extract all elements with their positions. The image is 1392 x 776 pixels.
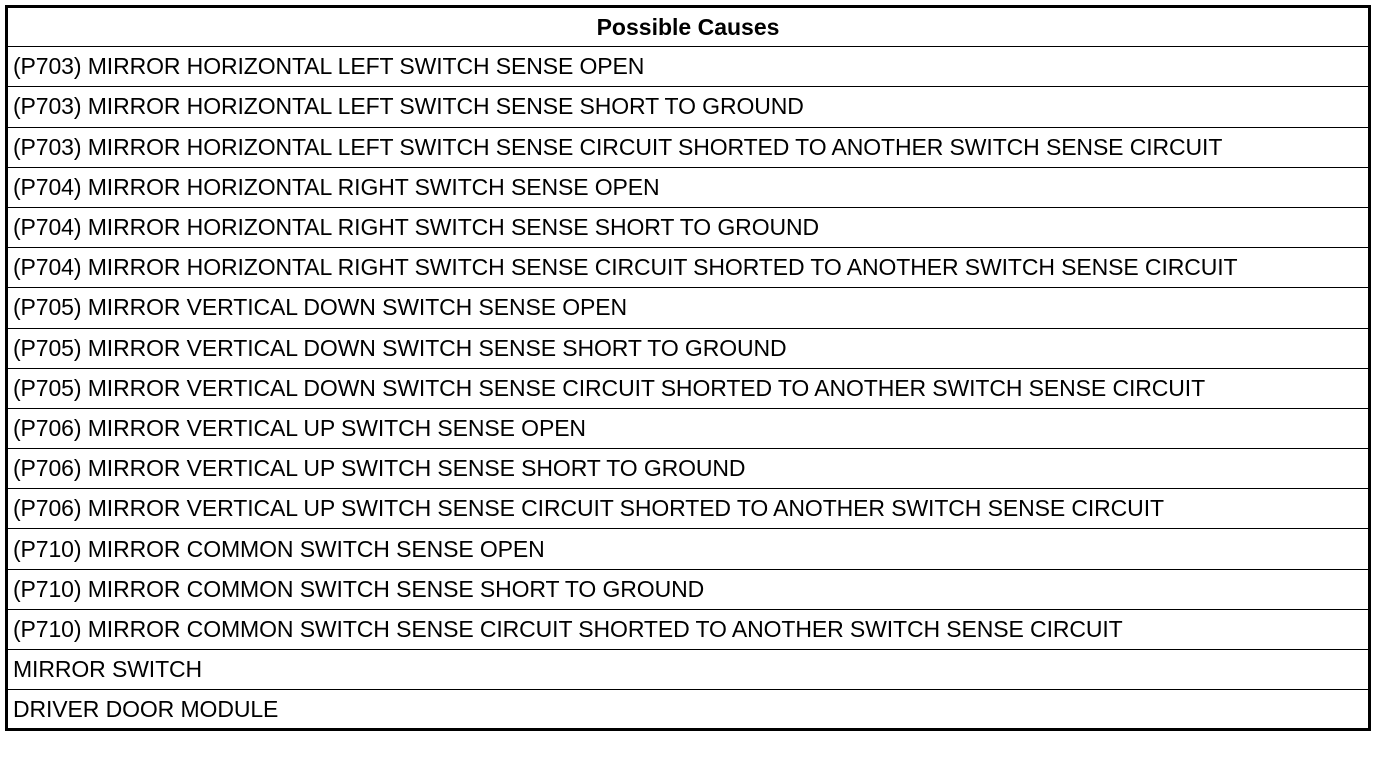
- table-row: [7, 127, 1370, 167]
- cause-cell: (P705) MIRROR VERTICAL DOWN SWITCH SENSE CIRCUIT SHORTED TO ANOTHER SWITCH SENSE CIRCUIT: [7, 368, 1370, 408]
- table-row: [7, 650, 1370, 690]
- table-row: [7, 690, 1370, 730]
- table-row: [7, 569, 1370, 609]
- table-row: [7, 167, 1370, 207]
- cause-cell: (P704) MIRROR HORIZONTAL RIGHT SWITCH SENSE CIRCUIT SHORTED TO ANOTHER SWITCH SENSE CIRCUIT: [7, 248, 1370, 288]
- cause-cell: MIRROR SWITCH: [7, 650, 1370, 690]
- table-row: [7, 288, 1370, 328]
- table-row: [7, 328, 1370, 368]
- possible-causes-table: [5, 5, 1371, 731]
- table-row: [7, 408, 1370, 448]
- table-row: [7, 47, 1370, 87]
- table-row: [7, 207, 1370, 247]
- cause-cell: (P710) MIRROR COMMON SWITCH SENSE OPEN: [7, 529, 1370, 569]
- cause-cell: (P705) MIRROR VERTICAL DOWN SWITCH SENSE SHORT TO GROUND: [7, 328, 1370, 368]
- table-row: [7, 489, 1370, 529]
- cause-cell: (P704) MIRROR HORIZONTAL RIGHT SWITCH SENSE OPEN: [7, 167, 1370, 207]
- cause-cell: (P704) MIRROR HORIZONTAL RIGHT SWITCH SENSE SHORT TO GROUND: [7, 207, 1370, 247]
- cause-cell: (P705) MIRROR VERTICAL DOWN SWITCH SENSE OPEN: [7, 288, 1370, 328]
- table-row: [7, 529, 1370, 569]
- table-head: [7, 7, 1370, 47]
- table-body: [7, 47, 1370, 730]
- cause-cell: (P706) MIRROR VERTICAL UP SWITCH SENSE SHORT TO GROUND: [7, 449, 1370, 489]
- cause-cell: (P710) MIRROR COMMON SWITCH SENSE SHORT TO GROUND: [7, 569, 1370, 609]
- table-row: [7, 449, 1370, 489]
- table-row: [7, 609, 1370, 649]
- possible-causes-header: Possible Causes: [7, 7, 1370, 47]
- cause-cell: (P703) MIRROR HORIZONTAL LEFT SWITCH SENSE SHORT TO GROUND: [7, 87, 1370, 127]
- table-row: [7, 368, 1370, 408]
- cause-cell: (P706) MIRROR VERTICAL UP SWITCH SENSE OPEN: [7, 408, 1370, 448]
- table-row: [7, 87, 1370, 127]
- header-row: [7, 7, 1370, 47]
- table-row: [7, 248, 1370, 288]
- cause-cell: (P706) MIRROR VERTICAL UP SWITCH SENSE CIRCUIT SHORTED TO ANOTHER SWITCH SENSE CIRCUIT: [7, 489, 1370, 529]
- cause-cell: (P710) MIRROR COMMON SWITCH SENSE CIRCUIT SHORTED TO ANOTHER SWITCH SENSE CIRCUIT: [7, 609, 1370, 649]
- cause-cell: (P703) MIRROR HORIZONTAL LEFT SWITCH SENSE OPEN: [7, 47, 1370, 87]
- cause-cell: (P703) MIRROR HORIZONTAL LEFT SWITCH SENSE CIRCUIT SHORTED TO ANOTHER SWITCH SENSE CIRCUIT: [7, 127, 1370, 167]
- cause-cell: DRIVER DOOR MODULE: [7, 690, 1370, 730]
